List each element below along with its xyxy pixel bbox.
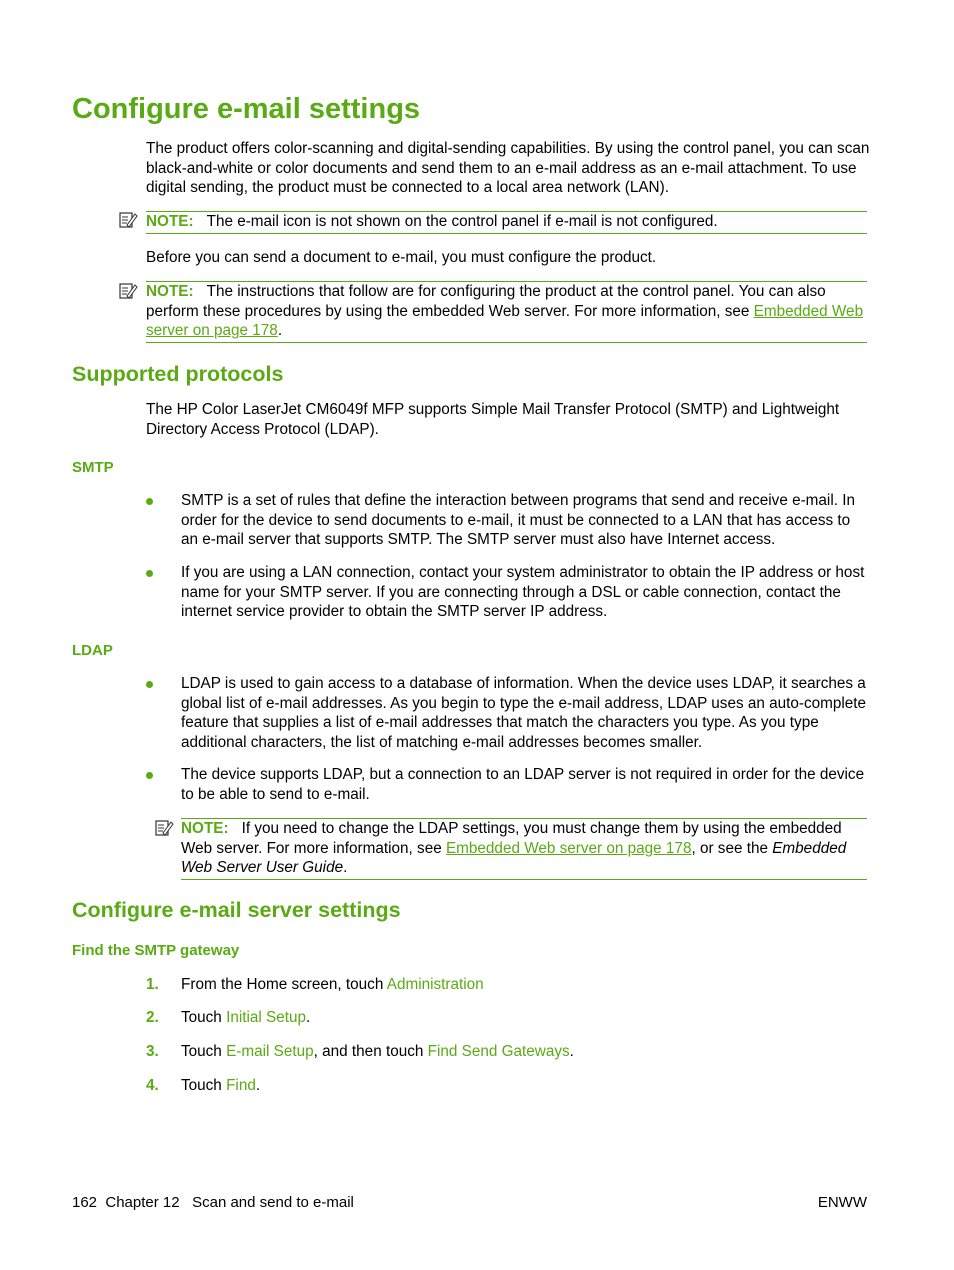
before-paragraph: Before you can send a document to e-mail, you must configure the product.: [146, 249, 657, 266]
supported-protocols-heading: Supported protocols: [72, 362, 284, 386]
page-footer-right: ENWW: [817, 1194, 867, 1211]
smtp-bullet-2: If you are using a LAN connection, contact your system administrator to obtain the IP address or host name for your SMTP server. If you are connecting through a DSL or cable connection, contact the internet service provider to obtain the SMTP server IP address.: [181, 564, 865, 620]
supported-protocols-text: The HP Color LaserJet CM6049f MFP supports Simple Mail Transfer Protocol (SMTP) and Lightweight Directory Access Protocol (LDAP).: [146, 401, 840, 438]
bullet-icon: [146, 498, 153, 505]
find-smtp-gateway-heading: Find the SMTP gateway: [72, 942, 240, 959]
note-label: NOTE:: [146, 213, 194, 230]
chapter-title: Chapter 12 Scan and send to e-mail: [105, 1194, 354, 1211]
page-footer-left: [72, 1193, 354, 1213]
embedded-web-server-link[interactable]: Embedded Web server on page 178: [445, 839, 692, 857]
step-number: 2.: [146, 1009, 159, 1026]
bullet-icon: [146, 772, 153, 779]
step-2: Touch Initial Setup.: [181, 1009, 311, 1026]
note-text: The instructions that follow are for configuring the product at the control panel. You can also perform these procedures by using the embedded Web server. For more information, see: [146, 283, 826, 320]
note-icon: [118, 211, 138, 229]
embedded-web-server-link[interactable]: Embedded Web server on page 178: [146, 302, 864, 339]
step-3: Touch E-mail Setup, and then touch Find Send Gateways.: [181, 1043, 574, 1060]
ldap-heading: LDAP: [72, 642, 113, 659]
note-control-panel: NOTE: The instructions that follow are for configuring the product at the control panel. You can also perform these procedures by using the embedded Web server. For more information, see Embedded Web server on page 178.: [146, 281, 867, 343]
step-number: 1.: [146, 976, 159, 993]
note-text: If you need to change the LDAP settings, you must change them by using the embedded Web server. For more information, see: [181, 820, 842, 857]
intro-paragraph: The product offers color-scanning and digital-sending capabilities. By using the control panel, you can scan black-and-white or color documents and send them to an e-mail address as an e-mail attachment. To use digital sending, the product must be connected to a local area network (LAN).: [146, 140, 870, 196]
ui-find-send-gateways: Find Send Gateways: [427, 1043, 570, 1060]
ui-administration: Administration: [386, 976, 484, 993]
bullet-icon: [146, 570, 153, 577]
step-number: 4.: [146, 1077, 159, 1094]
ui-initial-setup: Initial Setup: [226, 1009, 307, 1026]
note-icon: [118, 282, 138, 300]
smtp-heading: SMTP: [72, 459, 114, 476]
step-number: 3.: [146, 1043, 159, 1060]
note-label: NOTE:: [146, 283, 194, 300]
note-text: The e-mail icon is not shown on the control panel if e-mail is not configured.: [206, 213, 718, 230]
ui-find: Find: [226, 1077, 256, 1094]
bullet-icon: [146, 681, 153, 688]
ldap-bullet-1: LDAP is used to gain access to a database of information. When the device uses LDAP, it searches a global list of e-mail addresses. As you begin to type the e-mail address, LDAP uses an auto-complete feature that supplies a list of e-mail addresses that match the characters you type. As you type additional characters, the list of matching e-mail addresses becomes smaller.: [181, 675, 867, 751]
step-4: Touch Find.: [181, 1077, 261, 1094]
note-email-icon: [146, 211, 867, 234]
step-1: From the Home screen, touch Administration: [181, 976, 484, 993]
note-ldap-settings: NOTE: If you need to change the LDAP settings, you must change them by using the embedded Web server. For more information, see Embedded Web server on page 178, or see the Embedded Web Server User Guide.: [181, 818, 867, 880]
guide-title: Embedded Web Server User Guide: [181, 839, 847, 876]
note-label: NOTE:: [181, 820, 229, 837]
note-icon: [154, 819, 174, 837]
smtp-bullet-1: SMTP is a set of rules that define the interaction between programs that send and receive e-mail. In order for the device to send documents to e-mail, it must be connected to a LAN that has access to an e-mail server that supports SMTP. The SMTP server must also have Internet access.: [181, 492, 855, 548]
page-title: Configure e-mail settings: [72, 93, 421, 125]
server-settings-heading: Configure e-mail server settings: [72, 898, 401, 922]
page-number: 162: [72, 1194, 98, 1211]
ui-email-setup: E-mail Setup: [226, 1043, 314, 1060]
ldap-bullet-2: The device supports LDAP, but a connection to an LDAP server is not required in order for the device to be able to send to e-mail.: [181, 766, 865, 803]
